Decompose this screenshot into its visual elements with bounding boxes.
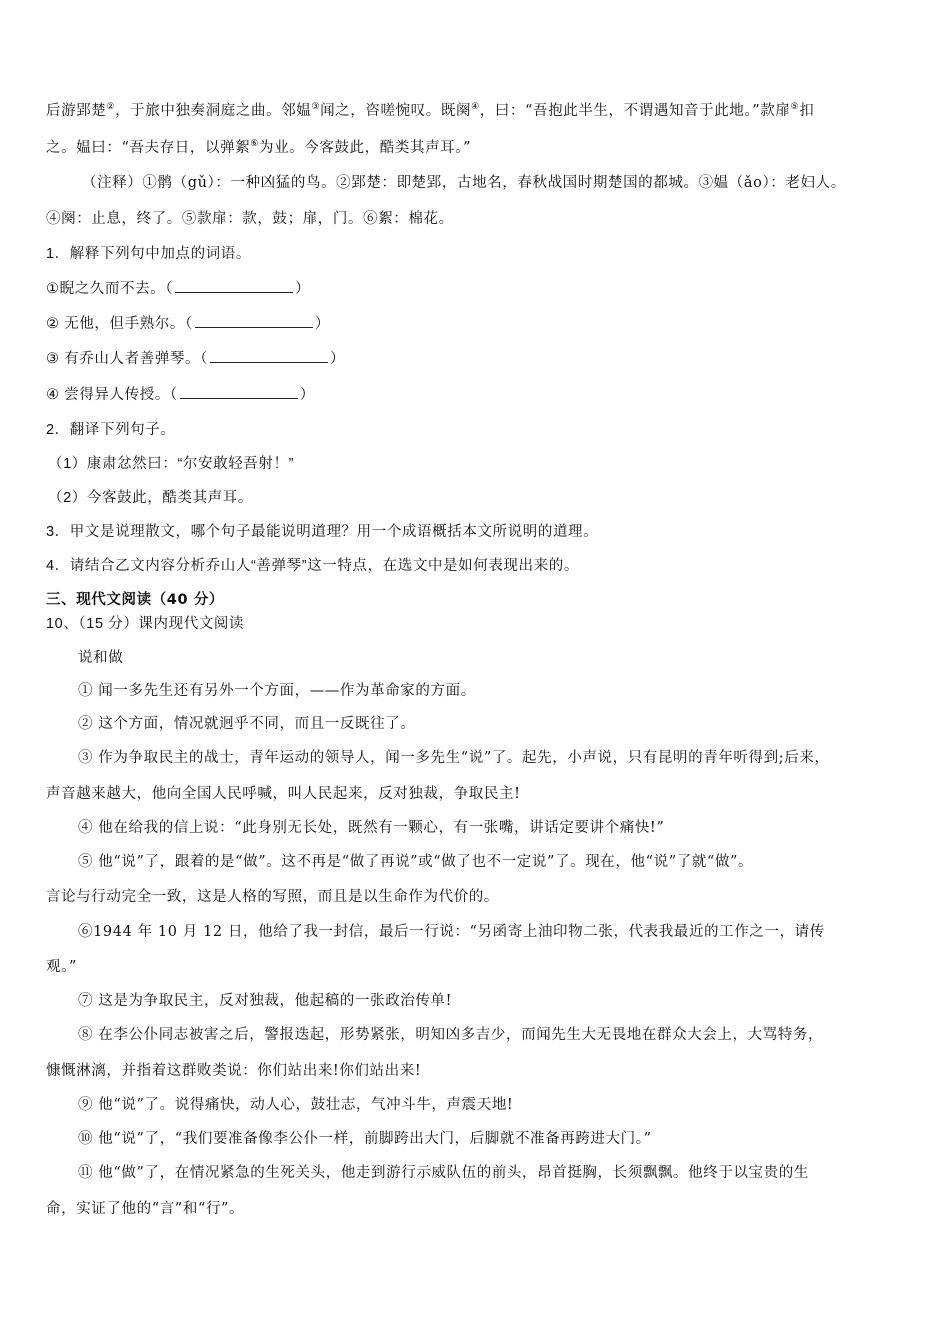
- paragraph-8-line-2: 慷慨淋漓，并指着这群败类说：你们站出来!你们站出来!: [46, 1063, 422, 1079]
- text: 为业。今客鼓此，酷类其声耳。”: [258, 140, 472, 156]
- question-1-item-1: [46, 278, 310, 299]
- paragraph-2: ② 这个方面，情况就迥乎不同，而且一反既往了。: [78, 716, 416, 732]
- answer-blank[interactable]: [180, 384, 298, 399]
- text: ，曰：“吾抱此半生，不谓遇知音于此地。”款扉: [479, 103, 791, 119]
- paragraph-8-line-1: ⑧ 在李公仆同志被害之后，警报迭起，形势紧张，明知凶多吉少，而闻先生大无畏地在群众大会上，大骂特务，: [78, 1027, 824, 1043]
- paragraph-5-line-1: ⑤ 他“说”了，跟着的是“做”。这不再是“做了再说”或“做了也不一定说”了。现在，他“说”了就“做”。: [78, 854, 754, 870]
- paren-close: ）: [314, 316, 330, 332]
- answer-blank[interactable]: [210, 348, 328, 363]
- item-text: ①睨之久而不去。（: [46, 281, 174, 297]
- paragraph-10: ⑩ 他“说”了，“我们要准备像李公仆一样，前脚跨出大门，后脚就不准备再跨进大门。”: [78, 1131, 652, 1147]
- notes-line-1: （注释）①鹘（gǔ）：一种凶猛的鸟。②郢楚：即楚郢，古地名，春秋战国时期楚国的都城。③媪（ǎo）：老妇人。: [82, 175, 846, 191]
- question-1-item-3: [46, 348, 345, 369]
- question-2-item-2: （2）今客鼓此，酷类其声耳。: [48, 490, 253, 506]
- paren-close: ）: [329, 351, 346, 367]
- question-2-title: 2．翻译下列句子。: [46, 422, 176, 438]
- question-1-item-4: [46, 384, 315, 405]
- paragraph-3-line-2: 声音越来越大，他向全国人民呼喊，叫人民起来，反对独裁，争取民主!: [46, 786, 521, 802]
- text: ，于旅中独奏洞庭之曲。邻媪: [115, 103, 312, 119]
- question-10-label: 10、（15 分）课内现代文阅读: [46, 616, 245, 632]
- paragraph-5-line-2: 言论与行动完全一致，这是人格的写照，而且是以生命作为代价的。: [46, 889, 499, 905]
- paragraph-6-line-1: ⑥1944 年 10 月 12 日，他给了我一封信，最后一行说：“另函寄上油印物二张，代表我最近的工作之一，请传: [78, 924, 825, 940]
- footnote-marker: ⑥: [250, 139, 259, 150]
- question-2-item-1: （1）康肃忿然曰：“尔安敢轻吾射！”: [48, 456, 295, 472]
- section-3-heading: 三、现代文阅读（40 分）: [46, 592, 225, 608]
- paragraph-11-line-2: 命，实证了他的“言”和“行”。: [46, 1201, 245, 1217]
- text: 后游郢楚: [46, 103, 107, 119]
- answer-blank[interactable]: [175, 278, 293, 293]
- paragraph-7: ⑦ 这是为争取民主，反对独裁，他起稿的一张政治传单!: [78, 993, 453, 1009]
- notes-line-2: ④阕：止息，终了。⑤款扉：款，鼓；扉，门。⑥絮：棉花。: [46, 211, 454, 227]
- paragraph-1: ① 闻一多先生还有另外一个方面，——作为革命家的方面。: [78, 683, 476, 699]
- passage-line-1: [46, 101, 814, 121]
- text: 之。媪曰：“吾夫存日，以弹絮: [46, 140, 251, 156]
- question-4: 4．请结合乙文内容分析乔山人“善弹琴”这一特点，在选文中是如何表现出来的。: [46, 558, 579, 574]
- paragraph-6-line-2: 观。”: [46, 959, 77, 975]
- text: 闻之，咨嗟惋叹。既阕: [320, 103, 472, 119]
- footnote-marker: ③: [311, 102, 321, 113]
- footnote-marker: ④: [471, 102, 480, 113]
- item-text: ③ 有乔山人者善弹琴。（: [46, 351, 208, 367]
- answer-blank[interactable]: [195, 313, 313, 328]
- paragraph-9: ⑨ 他“说”了。说得痛快，动人心，鼓壮志，气冲斗牛，声震天地!: [78, 1097, 514, 1113]
- paragraph-11-line-1: ⑪ 他“做”了，在情况紧急的生死关头，他走到游行示威队伍的前头，昂首挺胸，长须飘飘。他终于以宝贵的生: [78, 1165, 809, 1181]
- footnote-marker: ⑤: [790, 102, 800, 113]
- paragraph-3-line-1: ③ 作为争取民主的战士，青年运动的领导人，闻一多先生“说”了。起先，小声说，只有昆明的青年听得到;后来，: [78, 750, 830, 766]
- article-title: 说和做: [78, 650, 124, 666]
- paren-close: ）: [299, 387, 315, 403]
- paren-close: ）: [295, 281, 311, 297]
- question-3: 3．甲文是说理散文，哪个句子最能说明道理？用一个成语概括本文所说明的道理。: [46, 524, 599, 540]
- passage-line-2: [46, 138, 471, 158]
- footnote-marker: ②: [106, 102, 116, 113]
- paragraph-4: ④ 他在给我的信上说：“此身别无长处，既然有一颗心，有一张嘴，讲话定要讲个痛快!”: [78, 820, 665, 836]
- question-1-title: 1．解释下列句中加点的词语。: [46, 246, 251, 262]
- item-text: ② 无他，但手熟尔。（: [46, 316, 193, 332]
- question-1-item-2: [46, 313, 330, 334]
- item-text: ④ 尝得异人传授。（: [46, 387, 178, 403]
- text: 扣: [799, 103, 815, 119]
